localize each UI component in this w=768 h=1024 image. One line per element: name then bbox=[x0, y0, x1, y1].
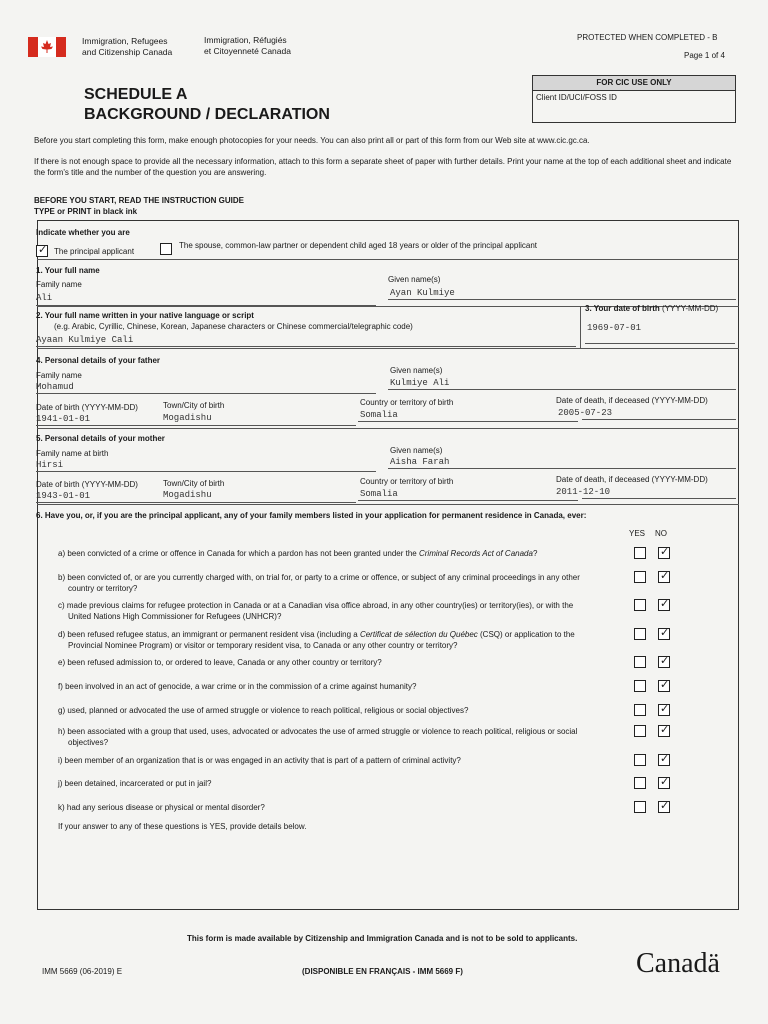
checkmark-icon: ✓ bbox=[660, 679, 670, 691]
q6-yes-checkbox[interactable] bbox=[634, 547, 646, 559]
q5-given-value: Aisha Farah bbox=[390, 457, 450, 467]
availability-note: This form is made available by Citizenship and Immigration Canada and is not to be sold to applicants. bbox=[187, 934, 578, 943]
q6-question-k: k) had any serious disease or physical or mental disorder? bbox=[58, 803, 265, 812]
q6-question-b: b) been convicted of, or are you currently charged with, on trial for, or party to a crime or offence, or subject of any criminal proceedings in any other country or territory? bbox=[58, 573, 580, 593]
q1-family-value: Ali bbox=[36, 293, 53, 303]
q2-value: Ayaan Kulmiye Cali bbox=[36, 335, 134, 345]
q6-yes-checkbox[interactable] bbox=[634, 754, 646, 766]
q5-family-value: Hirsi bbox=[36, 460, 64, 470]
intro-read-guide: BEFORE YOU START, READ THE INSTRUCTION GUIDE TYPE or PRINT in black ink bbox=[34, 196, 244, 216]
q6-footer: If your answer to any of these questions is YES, provide details below. bbox=[58, 822, 307, 831]
q4-given-value: Kulmiye Ali bbox=[390, 378, 450, 388]
q5-town-value: Mogadishu bbox=[163, 490, 212, 500]
q4-country-value: Somalia bbox=[360, 410, 398, 420]
q6-no-checkbox[interactable] bbox=[658, 547, 670, 559]
q6-yes-checkbox[interactable] bbox=[634, 599, 646, 611]
q5-given-label: Given name(s) bbox=[390, 446, 443, 455]
q5-death-label: Date of death, if deceased (YYYY-MM-DD) bbox=[556, 475, 708, 484]
q6-question-c: c) made previous claims for refugee protection in Canada or at a Canadian visa office abroad, in any other country(ies) or territory(ies), or with the United Nations High Commissioner for Refugees (UNHCR)? bbox=[58, 601, 574, 621]
q6-yes-checkbox[interactable] bbox=[634, 571, 646, 583]
q6-yes-checkbox[interactable] bbox=[634, 680, 646, 692]
checkmark-icon: ✓ bbox=[660, 753, 670, 765]
q1-family-label: Family name bbox=[36, 280, 82, 289]
cic-use-heading: FOR CIC USE ONLY bbox=[533, 76, 735, 91]
q6-no-checkbox[interactable] bbox=[658, 801, 670, 813]
department-name-en: Immigration, Refugees and Citizenship Canada bbox=[82, 36, 173, 57]
q6-label: 6. Have you, or, if you are the principal applicant, any of your family members listed in your application for permanent residence in Canada, ever: bbox=[36, 511, 587, 520]
checkmark-icon: ✓ bbox=[660, 703, 670, 715]
checkmark-icon: ✓ bbox=[660, 598, 670, 610]
department-name-fr: Immigration, Réfugiés et Citoyenneté Canada bbox=[204, 35, 291, 56]
q6-yes-checkbox[interactable] bbox=[634, 704, 646, 716]
checkmark-icon: ✓ bbox=[660, 724, 670, 736]
q4-label: 4. Personal details of your father bbox=[36, 356, 161, 365]
q4-death-label: Date of death, if deceased (YYYY-MM-DD) bbox=[556, 396, 708, 405]
form-title: SCHEDULE A BACKGROUND / DECLARATION bbox=[84, 86, 330, 123]
principal-applicant-checkbox[interactable] bbox=[36, 245, 48, 257]
q4-town-label: Town/City of birth bbox=[163, 401, 225, 410]
q5-death-value: 2011-12-10 bbox=[556, 487, 611, 497]
protected-label: PROTECTED WHEN COMPLETED - B bbox=[577, 33, 718, 42]
q5-label: 5. Personal details of your mother bbox=[36, 434, 165, 443]
intro-photocopies: Before you start completing this form, make enough photocopies for your needs. You can also print all or part of this form from our Web site at www.cic.gc.ca. bbox=[34, 136, 590, 145]
checkmark-icon: ✓ bbox=[660, 776, 670, 788]
q6-question-d: d) been refused refugee status, an immigrant or permanent resident visa (including a Certificat de sélection du Québec (CSQ) or application to the Provincial Nominee Program) or visitor or temporary resident visa, to Canada or any other country or territory? bbox=[58, 630, 575, 650]
q3-label: 3. Your date of birth (YYYY-MM-DD) bbox=[585, 304, 719, 313]
form-id: IMM 5669 (06-2019) E bbox=[42, 967, 123, 976]
q4-family-label: Family name bbox=[36, 371, 82, 380]
q6-yes-checkbox[interactable] bbox=[634, 656, 646, 668]
checkmark-icon: ✓ bbox=[660, 655, 670, 667]
canada-flag-icon bbox=[28, 37, 66, 57]
q6-yes-checkbox[interactable] bbox=[634, 777, 646, 789]
indicate-label: Indicate whether you are bbox=[36, 228, 130, 237]
q4-dob-label: Date of birth (YYYY-MM-DD) bbox=[36, 403, 138, 412]
spouse-dependent-checkbox[interactable] bbox=[160, 243, 172, 255]
q6-yes-checkbox[interactable] bbox=[634, 801, 646, 813]
french-version-note: (DISPONIBLE EN FRANÇAIS - IMM 5669 F) bbox=[302, 967, 463, 976]
cic-use-box bbox=[532, 75, 736, 123]
q6-no-header: NO bbox=[655, 529, 667, 538]
q6-question-a: a) been convicted of a crime or offence in Canada for which a pardon has not been granted under the Criminal Records Act of Canada? bbox=[58, 549, 538, 558]
checkmark-icon: ✓ bbox=[660, 800, 670, 812]
checkmark-icon: ✓ bbox=[660, 627, 670, 639]
q6-question-j: j) been detained, incarcerated or put in jail? bbox=[58, 779, 212, 788]
q6-no-checkbox[interactable] bbox=[658, 599, 670, 611]
q6-no-checkbox[interactable] bbox=[658, 656, 670, 668]
q6-no-checkbox[interactable] bbox=[658, 754, 670, 766]
checkmark-icon: ✓ bbox=[38, 244, 48, 256]
q3-value: 1969-07-01 bbox=[587, 323, 642, 333]
q6-question-e: e) been refused admission to, or ordered to leave, Canada or any other country or territory? bbox=[58, 658, 382, 667]
intro-extra-space: If there is not enough space to provide all the necessary information, attach to this form a separate sheet of paper with further details. Print your name at the top of each additional sheet and indicate the form's title and the number of the question you are answering. bbox=[34, 157, 732, 177]
q6-no-checkbox[interactable] bbox=[658, 628, 670, 640]
q5-dob-value: 1943-01-01 bbox=[36, 491, 91, 501]
q6-no-checkbox[interactable] bbox=[658, 725, 670, 737]
q5-country-value: Somalia bbox=[360, 489, 398, 499]
q6-no-checkbox[interactable] bbox=[658, 777, 670, 789]
q6-yes-checkbox[interactable] bbox=[634, 725, 646, 737]
checkmark-icon: ✓ bbox=[660, 570, 670, 582]
q4-town-value: Mogadishu bbox=[163, 413, 212, 423]
q2-label: 2. Your full name written in your native language or script (e.g. Arabic, Cyrillic, Chinese, Korean, Japanese characters or Chinese commercial/telegraphic code) bbox=[36, 311, 413, 331]
q6-question-i: i) been member of an organization that is or was engaged in an activity that is part of a pattern of criminal activity? bbox=[58, 756, 461, 765]
page-number: Page 1 of 4 bbox=[684, 51, 725, 60]
q6-no-checkbox[interactable] bbox=[658, 571, 670, 583]
principal-applicant-label: The principal applicant bbox=[54, 247, 135, 256]
q5-dob-label: Date of birth (YYYY-MM-DD) bbox=[36, 480, 138, 489]
q6-question-h: h) been associated with a group that used, uses, advocated or advocates the use of armed struggle or violence to reach political, religious or social objectives? bbox=[58, 727, 578, 747]
q1-given-value: Ayan Kulmiye bbox=[390, 288, 455, 298]
canada-wordmark: Canadä bbox=[636, 948, 720, 979]
q6-yes-checkbox[interactable] bbox=[634, 628, 646, 640]
q4-given-label: Given name(s) bbox=[390, 366, 443, 375]
q6-question-g: g) used, planned or advocated the use of armed struggle or violence to reach political, religious or social objectives? bbox=[58, 706, 469, 715]
q5-country-label: Country or territory of birth bbox=[360, 477, 454, 486]
q1-given-label: Given name(s) bbox=[388, 275, 441, 284]
q6-no-checkbox[interactable] bbox=[658, 704, 670, 716]
q5-family-label: Family name at birth bbox=[36, 449, 109, 458]
q4-country-label: Country or territory of birth bbox=[360, 398, 454, 407]
q6-yes-header: YES bbox=[629, 529, 646, 538]
q1-label: 1. Your full name bbox=[36, 266, 100, 275]
q4-family-value: Mohamud bbox=[36, 382, 74, 392]
client-id-label: Client ID/UCI/FOSS ID bbox=[536, 93, 617, 102]
q6-question-f: f) been involved in an act of genocide, a war crime or in the commission of a crime against humanity? bbox=[58, 682, 417, 691]
q5-town-label: Town/City of birth bbox=[163, 479, 225, 488]
spouse-dependent-label: The spouse, common-law partner or dependent child aged 18 years or older of the principal applicant bbox=[179, 241, 537, 250]
q6-no-checkbox[interactable] bbox=[658, 680, 670, 692]
checkmark-icon: ✓ bbox=[660, 546, 670, 558]
q4-death-value: 2005-07-23 bbox=[558, 408, 613, 418]
q4-dob-value: 1941-01-01 bbox=[36, 414, 91, 424]
